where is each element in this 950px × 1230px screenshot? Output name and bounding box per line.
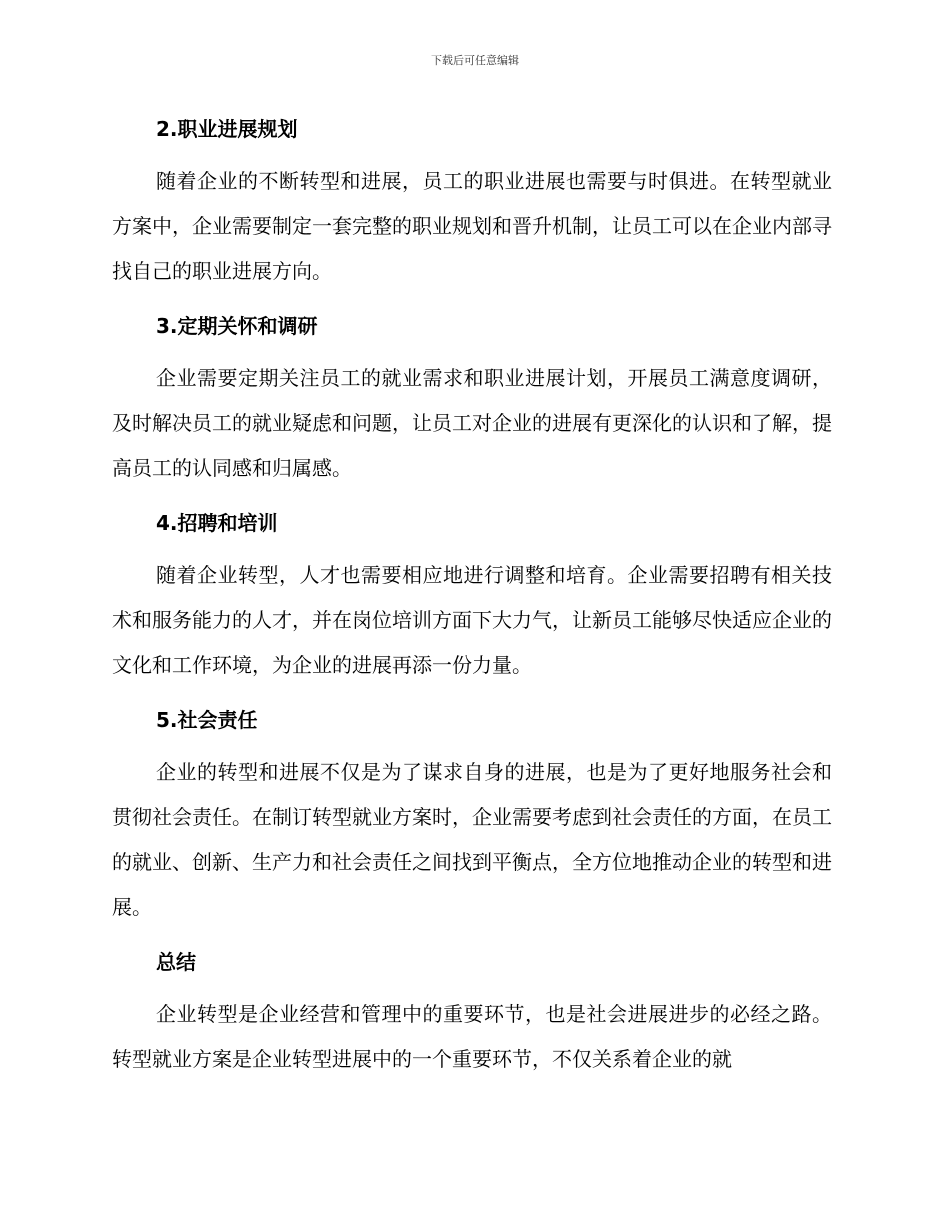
section-paragraph-career-planning: 随着企业的不断转型和进展，员工的职业进展也需要与时俱进。在转型就业方案中，企业需要制定一套完整的职业规划和晋升机制，让员工可以在企业内部寻找自己的职业进展方向。 xyxy=(112,169,832,283)
section-heading-career-planning: 2.职业进展规划 xyxy=(156,117,298,141)
section-paragraph-summary: 企业转型是企业经营和管理中的重要环节，也是社会进展进步的必经之路。转型就业方案是企业转型进展中的一个重要环节，不仅关系着企业的就 xyxy=(112,1002,832,1071)
section-paragraph-social-responsibility: 企业的转型和进展不仅是为了谋求自身的进展，也是为了更好地服务社会和贯彻社会责任。在制订转型就业方案时，企业需要考虑到社会责任的方面，在员工的就业、创新、生产力和社会责任之间找到平衡点，全方位地推动企业的转型和进展。 xyxy=(112,760,832,919)
document-body xyxy=(112,112,832,1082)
section-paragraph-recruitment-training: 随着企业转型，人才也需要相应地进行调整和培育。企业需要招聘有相关技术和服务能力的人才，并在岗位培训方面下大力气，让新员工能够尽快适应企业的文化和工作环境，为企业的进展再添一份力量。 xyxy=(112,563,832,677)
section-heading-care-survey: 3.定期关怀和调研 xyxy=(156,314,318,338)
section-paragraph-care-survey: 企业需要定期关注员工的就业需求和职业进展计划，开展员工满意度调研，及时解决员工的就业疑虑和问题，让员工对企业的进展有更深化的认识和了解，提高员工的认同感和归属感。 xyxy=(112,366,832,480)
section-heading-recruitment-training: 4.招聘和培训 xyxy=(156,511,278,535)
section-heading-summary: 总结 xyxy=(156,950,196,974)
page-header: 下载后可任意编辑 xyxy=(431,54,519,67)
section-heading-social-responsibility: 5.社会责任 xyxy=(156,708,258,732)
